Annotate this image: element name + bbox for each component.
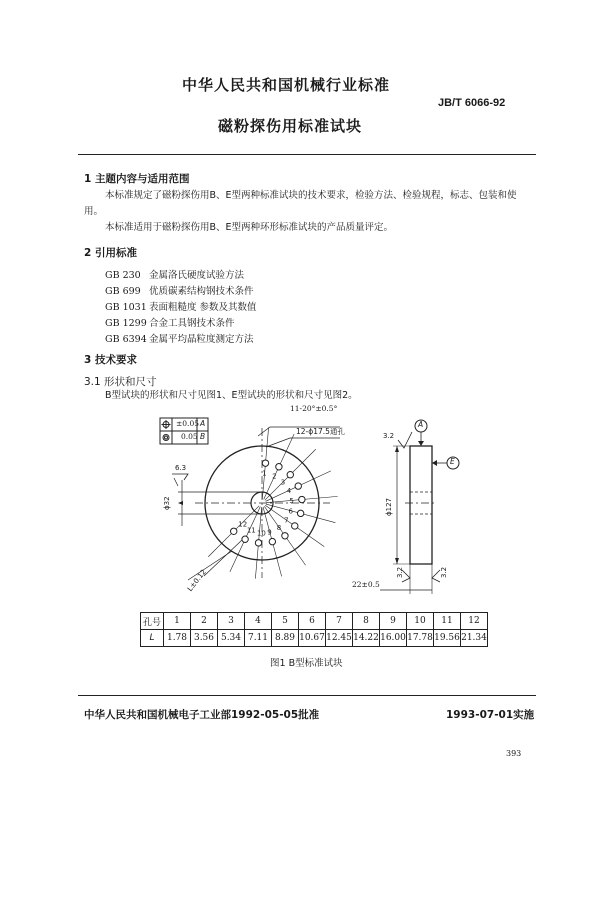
roughness-bottom-1: 3.2 <box>396 566 404 578</box>
bore-diameter: ϕ32 <box>163 496 171 510</box>
table-cell: 8.89 <box>272 630 299 647</box>
table-cell: 6 <box>299 613 326 630</box>
hole-marker <box>231 528 237 534</box>
table-row <box>141 613 488 630</box>
hole-number-label: 9 <box>267 528 272 537</box>
datum-a-label: A <box>418 420 424 429</box>
table-cell: 7 <box>326 613 353 630</box>
section-1-para-1: 本标准规定了磁粉探伤用B、E型两种标准试块的技术要求，检验方法、检验规程，标志、包装和使 <box>105 190 517 201</box>
outer-diameter: ϕ127 <box>385 498 393 516</box>
document-title: 磁粉探伤用标准试块 <box>218 117 363 135</box>
section-1-para-2: 本标准适用于磁粉探伤用B、E型两种环形标准试块的产品质量评定。 <box>105 222 394 233</box>
table-header-cell: 孔号 <box>141 613 164 630</box>
hole-marker <box>269 538 275 544</box>
tolerance-value-1: ±0.05 <box>176 419 199 428</box>
hole-number-label: 4 <box>286 486 292 495</box>
roughness-top: 3.2 <box>383 432 395 440</box>
hole-marker <box>242 536 248 542</box>
thickness-dimension: 22±0.5 <box>352 580 380 589</box>
table-cell: 5.34 <box>218 630 245 647</box>
footer-rule <box>78 695 536 696</box>
subsection-3-1-heading: 3.1 形状和尺寸 <box>84 376 157 388</box>
hole-marker <box>262 460 268 466</box>
hole-distance-table <box>140 612 488 647</box>
table-cell: 9 <box>380 613 407 630</box>
hole-number-label: 3 <box>280 478 286 487</box>
hole-number-label: 7 <box>284 516 289 525</box>
hole-number-label: 2 <box>272 472 277 481</box>
table-cell: 14.22 <box>353 630 380 647</box>
table-header-cell: L <box>141 630 164 647</box>
hole-number-label: 6 <box>288 507 293 516</box>
concentricity-icon <box>163 435 169 441</box>
hole-marker <box>299 496 305 502</box>
hole-marker <box>297 510 303 516</box>
table-cell: 3.56 <box>191 630 218 647</box>
hole-marker <box>276 464 282 470</box>
reference-code: GB 699 <box>105 286 141 297</box>
table-cell: 21.34 <box>461 630 488 647</box>
hole-number-label: 1 <box>262 469 267 478</box>
org-title: 中华人民共和国机械行业标准 <box>182 76 391 94</box>
hole-marker <box>295 483 301 489</box>
table-cell: 7.11 <box>245 630 272 647</box>
reference-code: GB 1299 <box>105 318 147 329</box>
table-cell: 10 <box>407 613 434 630</box>
hole-number-label: 10 <box>256 529 266 538</box>
hole-note: 12-ϕ17.5通孔 <box>296 427 345 436</box>
hole-marker <box>287 472 293 478</box>
reference-code: GB 230 <box>105 270 141 281</box>
section-1-heading: 1 主题内容与适用范围 <box>84 173 190 185</box>
roughness-left: 6.3 <box>175 464 187 472</box>
reference-title: 金属平均晶粒度测定方法 <box>149 334 254 345</box>
table-cell: 10.67 <box>299 630 326 647</box>
table-cell: 5 <box>272 613 299 630</box>
roughness-bottom-2: 3.2 <box>440 566 448 578</box>
table-cell: 11 <box>434 613 461 630</box>
effective-date: 1993-07-01实施 <box>446 709 535 721</box>
section-3-heading: 3 技术要求 <box>84 354 137 366</box>
angle-note: 11-20°±0.5° <box>290 404 338 413</box>
section-1-para-1-cont: 用。 <box>84 206 104 217</box>
hole-number-label: 12 <box>238 520 248 529</box>
hole-number-label: 11 <box>246 526 256 535</box>
table-cell: 12.45 <box>326 630 353 647</box>
section-3-para-1: B型试块的形状和尺寸见图1、E型试块的形状和尺寸见图2。 <box>105 390 358 401</box>
datum-e-label: E <box>450 457 455 466</box>
table-cell: 1 <box>164 613 191 630</box>
table-row <box>141 630 488 647</box>
reference-title: 合金工具钢技术条件 <box>149 318 235 329</box>
table-cell: 12 <box>461 613 488 630</box>
table-cell: 8 <box>353 613 380 630</box>
table-cell: 1.78 <box>164 630 191 647</box>
approval-note: 中华人民共和国机械电子工业部1992-05-05批准 <box>84 709 320 721</box>
table-cell: 16.00 <box>380 630 407 647</box>
hole-marker <box>292 523 298 529</box>
hole-number-label: 8 <box>276 524 282 533</box>
reference-title: 优质碳素结构钢技术条件 <box>149 286 254 297</box>
figure-caption: 图1 B型标准试块 <box>270 658 343 669</box>
reference-title: 金属洛氏硬度试验方法 <box>149 270 245 281</box>
tolerance-datum-1: A <box>200 419 206 428</box>
table-cell: 19.56 <box>434 630 461 647</box>
table-cell: 3 <box>218 613 245 630</box>
table-cell: 17.78 <box>407 630 434 647</box>
reference-code: GB 6394 <box>105 334 147 345</box>
distance-note: L±0.12 <box>186 568 208 593</box>
hole-number-label: 5 <box>289 496 294 505</box>
standard-number: JB/T 6066-92 <box>438 97 506 109</box>
hole-marker <box>282 533 288 539</box>
reference-title: 表面粗糙度 参数及其数值 <box>149 302 257 313</box>
hole-marker <box>255 540 261 546</box>
side-view-outline <box>410 446 432 564</box>
page-number: 393 <box>506 749 522 758</box>
table-cell: 4 <box>245 613 272 630</box>
tolerance-value-2: 0.05 <box>181 432 198 441</box>
table-cell: 2 <box>191 613 218 630</box>
tolerance-datum-2: B <box>200 432 206 441</box>
roughness-icon <box>432 570 440 582</box>
reference-code: GB 1031 <box>105 302 147 313</box>
section-2-heading: 2 引用标准 <box>84 247 137 259</box>
